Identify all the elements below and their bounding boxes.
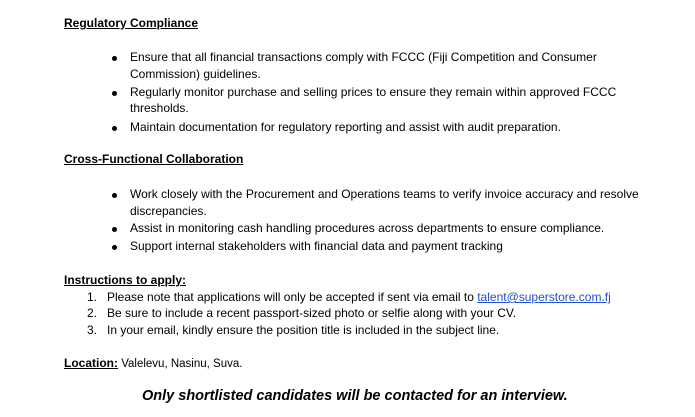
list-item: Assist in monitoring cash handling procedures across departments to ensure compliance. (130, 221, 605, 235)
list-item: Regularly monitor purchase and selling prices to ensure they remain within approved FCCC (130, 85, 617, 99)
section-heading-regulatory: Regulatory Compliance (64, 16, 199, 30)
bullet-icon (112, 193, 117, 198)
list-item: Ensure that all financial transactions comply with FCCC (Fiji Competition and Consumer (130, 50, 597, 64)
list-item: Work closely with the Procurement and Operations teams to verify invoice accuracy and resolve (130, 187, 639, 201)
bullet-icon (112, 227, 117, 232)
location-label: Location: (64, 356, 118, 370)
list-number: 1. (87, 290, 98, 304)
location-value: Valelevu, Nasinu, Suva. (118, 358, 243, 370)
list-item: Support internal stakeholders with financial data and payment tracking (130, 239, 503, 253)
instruction-item: In your email, kindly ensure the position title is included in the subject line. (107, 323, 500, 337)
bullet-icon (112, 126, 117, 131)
location-line (64, 356, 242, 370)
section-heading-instructions: Instructions to apply: (64, 273, 187, 287)
instruction-item: Be sure to include a recent passport-sized photo or selfie along with your CV. (107, 306, 517, 320)
list-item-continuation: Commission) guidelines. (130, 67, 261, 81)
list-number: 3. (87, 323, 98, 337)
footer-note: Only shortlisted candidates will be contacted for an interview. (142, 388, 568, 404)
list-item-continuation: thresholds. (130, 101, 189, 115)
bullet-icon (112, 91, 117, 96)
instruction-text: Please note that applications will only be accepted if sent via email to (107, 290, 478, 304)
section-heading-collaboration: Cross-Functional Collaboration (64, 152, 244, 166)
instruction-item (107, 290, 611, 304)
list-number: 2. (87, 306, 98, 320)
list-item: Maintain documentation for regulatory reporting and assist with audit preparation. (130, 120, 561, 134)
email-link[interactable]: talent@superstore.com.fj (477, 290, 611, 304)
bullet-icon (112, 245, 117, 250)
bullet-icon (112, 56, 117, 61)
list-item-continuation: discrepancies. (130, 204, 207, 218)
